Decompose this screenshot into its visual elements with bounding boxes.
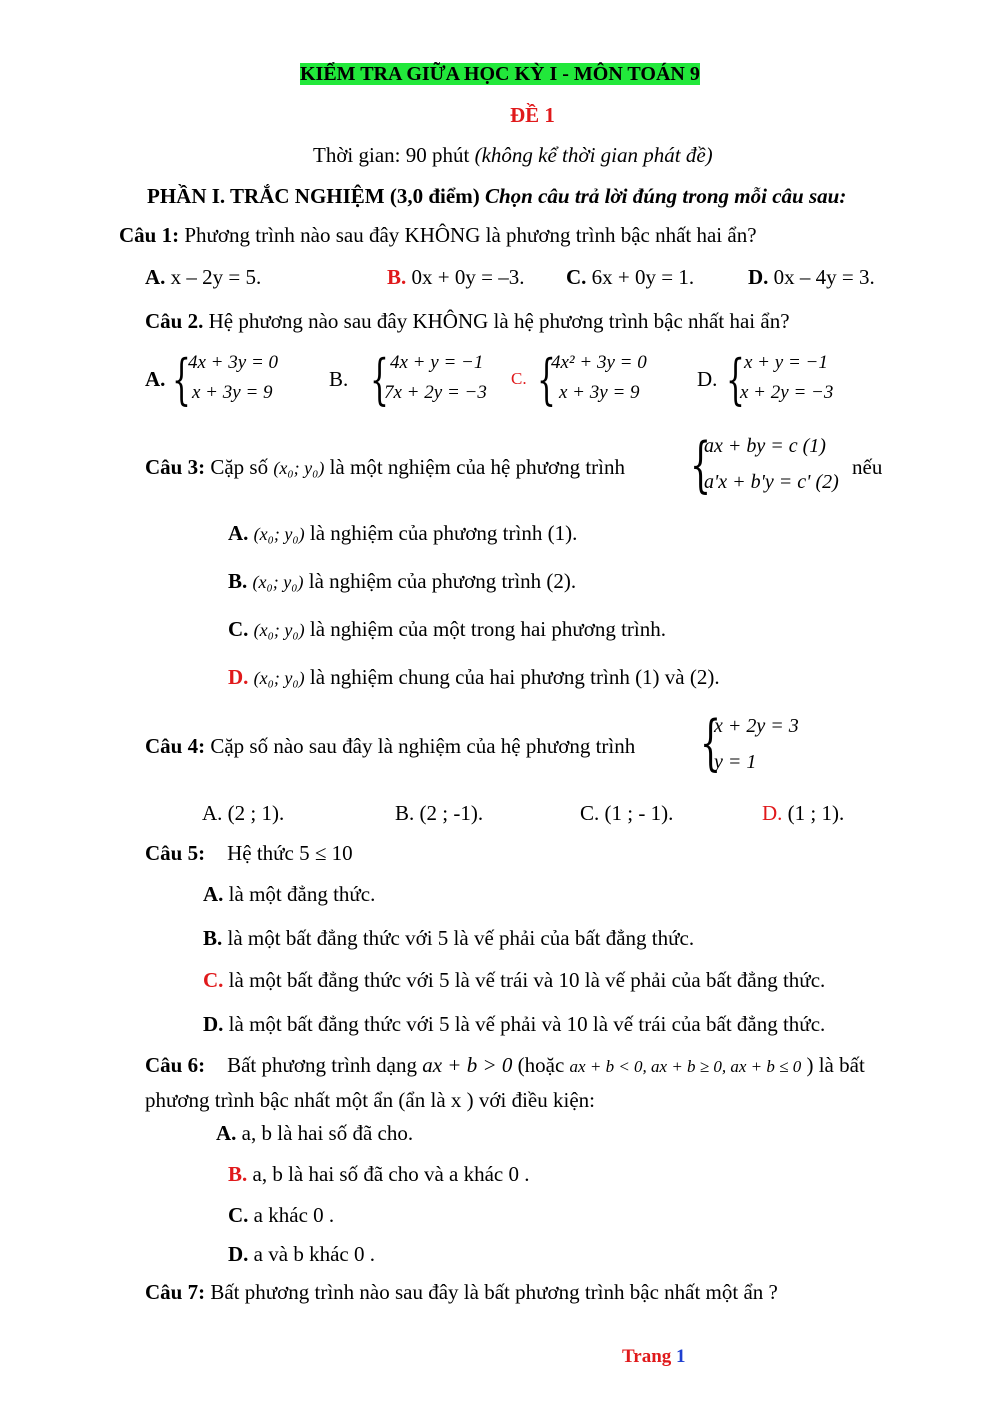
equation-2: y = 1: [714, 751, 757, 773]
q3-option-b: [228, 569, 576, 594]
option-label: C.: [228, 617, 249, 641]
option-label: D.: [203, 1012, 224, 1036]
option-label: A.: [216, 1121, 237, 1145]
question-text: Phương trình nào sau đây KHÔNG là phương trình bậc nhất hai ẩn?: [179, 223, 757, 247]
option-text: là một đẳng thức.: [223, 882, 376, 906]
question-6-line-2: phương trình bậc nhất một ẩn (ẩn là x ) với điều kiện:: [145, 1088, 595, 1112]
q1-option-b: [387, 265, 524, 290]
question-label: Câu 2.: [145, 309, 204, 333]
exam-title: [300, 62, 700, 86]
option-text: là một bất đẳng thức với 5 là vế phải của bất đẳng thức.: [222, 926, 695, 950]
question-text: Cặp số nào sau đây là nghiệm của hệ phương trình: [205, 734, 636, 758]
equation-1: 4x + y = −1: [390, 352, 484, 373]
option-label: A.: [203, 882, 224, 906]
q5-option-b: [203, 926, 694, 951]
brace: {: [700, 708, 722, 778]
question-text: Hệ phương nào sau đây KHÔNG là hệ phương trình bậc nhất hai ẩn?: [203, 309, 790, 333]
page-number: 1: [676, 1346, 686, 1367]
question-3: [145, 455, 625, 480]
option-label: B.: [228, 569, 248, 593]
question-5: [145, 841, 353, 866]
option-text: là nghiệm của một trong hai phương trình.: [304, 617, 666, 641]
option-label: B.: [203, 926, 223, 950]
q4-option-a: A. (2 ; 1).: [202, 801, 285, 825]
q5-option-a: [203, 882, 375, 907]
option-text: a, b là hai số đã cho và a khác 0 .: [247, 1162, 530, 1186]
brace: {: [370, 348, 389, 411]
q2-option-a-label: A.: [145, 367, 166, 391]
q6-option-b: [228, 1162, 530, 1187]
equation-1: ax + by = c (1): [704, 435, 826, 457]
equation-1: 4x + 3y = 0: [188, 352, 279, 373]
question-label: Câu 3:: [145, 455, 206, 479]
question-text-pre: Cặp số: [205, 455, 274, 479]
section-instruction: Chọn câu trả lời đúng trong mỗi câu sau:: [484, 184, 847, 208]
time-note: (không kể thời gian phát đề): [474, 143, 713, 167]
option-text: là nghiệm của phương trình (1).: [304, 521, 578, 545]
option-text: là một bất đẳng thức với 5 là vế trái và 10 là vế phải của bất đẳng thức.: [223, 968, 826, 992]
option-label: B.: [387, 265, 407, 289]
page-word: Trang: [622, 1346, 677, 1367]
option-text: là một bất đẳng thức với 5 là vế phải và 10 là vế trái của bất đẳng thức.: [223, 1012, 826, 1036]
q3-option-a: [228, 521, 577, 546]
q1-option-d: [748, 265, 875, 290]
section-title: PHẦN I. TRẮC NGHIỆM (3,0 điểm): [147, 184, 485, 208]
option-text: 0x – 4y = 3.: [768, 265, 875, 289]
question-text-3: ) là bất: [801, 1053, 865, 1077]
title-highlight: KIỂM TRA GIỮA HỌC KỲ I - MÔN TOÁN 9: [300, 63, 700, 85]
option-text: a và b khác 0 .: [248, 1242, 375, 1266]
q3-option-c: [228, 617, 666, 642]
pair-x0-y0: (x₀; y₀): [253, 668, 305, 688]
question-2: [145, 309, 790, 334]
q4-option-b: B. (2 ; -1).: [395, 801, 484, 825]
q6-option-c: [228, 1203, 334, 1228]
pair-x0-y0: (x₀; y₀): [253, 524, 305, 544]
q2-option-c-label: C.: [511, 369, 527, 388]
question-text: Bất phương trình nào sau đây là bất phương trình bậc nhất một ẩn ?: [205, 1280, 778, 1304]
option-label: B.: [228, 1162, 248, 1186]
question-label: Câu 7:: [145, 1280, 206, 1304]
equation-2: a'x + b'y = c' (2): [704, 471, 839, 493]
q2-option-b-label: B.: [329, 367, 349, 391]
question-7: [145, 1280, 778, 1305]
q4-option-d: [762, 801, 844, 826]
exam-code: ĐỀ 1: [510, 103, 555, 127]
question-text-2: (hoặc: [512, 1053, 570, 1077]
equation-2: x + 3y = 9: [559, 382, 640, 403]
equation-2: x + 3y = 9: [192, 382, 273, 403]
option-text: (1 ; 1).: [782, 801, 845, 825]
option-text: a, b là hai số đã cho.: [236, 1121, 414, 1145]
question-4: [145, 734, 635, 759]
equation-1: x + y = −1: [744, 352, 828, 373]
question-label: Câu 5:: [145, 841, 206, 865]
option-label: C.: [228, 1203, 249, 1227]
q5-option-d: [203, 1012, 825, 1037]
q2-option-d-label: D.: [697, 367, 718, 391]
option-label: C.: [566, 265, 587, 289]
option-label: D.: [748, 265, 769, 289]
equation-1: x + 2y = 3: [714, 715, 799, 737]
q1-option-a: [145, 265, 261, 290]
question-label: Câu 1:: [119, 223, 180, 247]
option-text: x – 2y = 5.: [165, 265, 262, 289]
question-1: [119, 223, 757, 248]
q6-option-d: [228, 1242, 375, 1267]
option-label: D.: [228, 665, 249, 689]
q3-text-post: nếu: [852, 455, 883, 479]
option-label: A.: [145, 265, 166, 289]
q6-option-a: [216, 1121, 413, 1146]
brace: {: [690, 430, 712, 500]
page-footer: [622, 1346, 686, 1369]
option-label: C.: [203, 968, 224, 992]
equation-1: 4x² + 3y = 0: [551, 352, 647, 373]
time-line: [313, 143, 713, 168]
option-label: A.: [228, 521, 249, 545]
question-text: Hệ thức 5 ≤ 10: [227, 841, 353, 865]
equation-2: 7x + 2y = −3: [384, 382, 487, 403]
section-heading: [147, 184, 846, 209]
option-label: D.: [762, 801, 783, 825]
pair-x0-y0: (x₀; y₀): [273, 458, 325, 478]
option-text: a khác 0 .: [248, 1203, 335, 1227]
option-label: D.: [228, 1242, 249, 1266]
question-label: Câu 6:: [145, 1053, 206, 1077]
brace: {: [726, 348, 745, 411]
q1-option-c: [566, 265, 694, 290]
inequality-form: ax + b > 0: [422, 1053, 513, 1077]
pair-x0-y0: (x₀; y₀): [252, 572, 304, 592]
option-text: 6x + 0y = 1.: [586, 265, 695, 289]
equation-2: x + 2y = −3: [740, 382, 834, 403]
question-text-1: Bất phương trình dạng: [227, 1053, 423, 1077]
question-text-mid: là một nghiệm của hệ phương trình: [324, 455, 626, 479]
option-text: là nghiệm của phương trình (2).: [303, 569, 577, 593]
option-text: 0x + 0y = –3.: [406, 265, 525, 289]
pair-x0-y0: (x₀; y₀): [253, 620, 305, 640]
q5-option-c: [203, 968, 825, 993]
inequality-forms: ax + b < 0, ax + b ≥ 0, ax + b ≤ 0: [569, 1057, 802, 1076]
question-6: [145, 1053, 865, 1078]
question-label: Câu 4:: [145, 734, 206, 758]
option-text: là nghiệm chung của hai phương trình (1) và (2).: [304, 665, 720, 689]
time-label: Thời gian: 90 phút: [313, 143, 475, 167]
q3-option-d: [228, 665, 720, 690]
brace: {: [172, 348, 191, 411]
brace: {: [537, 348, 556, 411]
q4-option-c: C. (1 ; - 1).: [580, 801, 674, 825]
